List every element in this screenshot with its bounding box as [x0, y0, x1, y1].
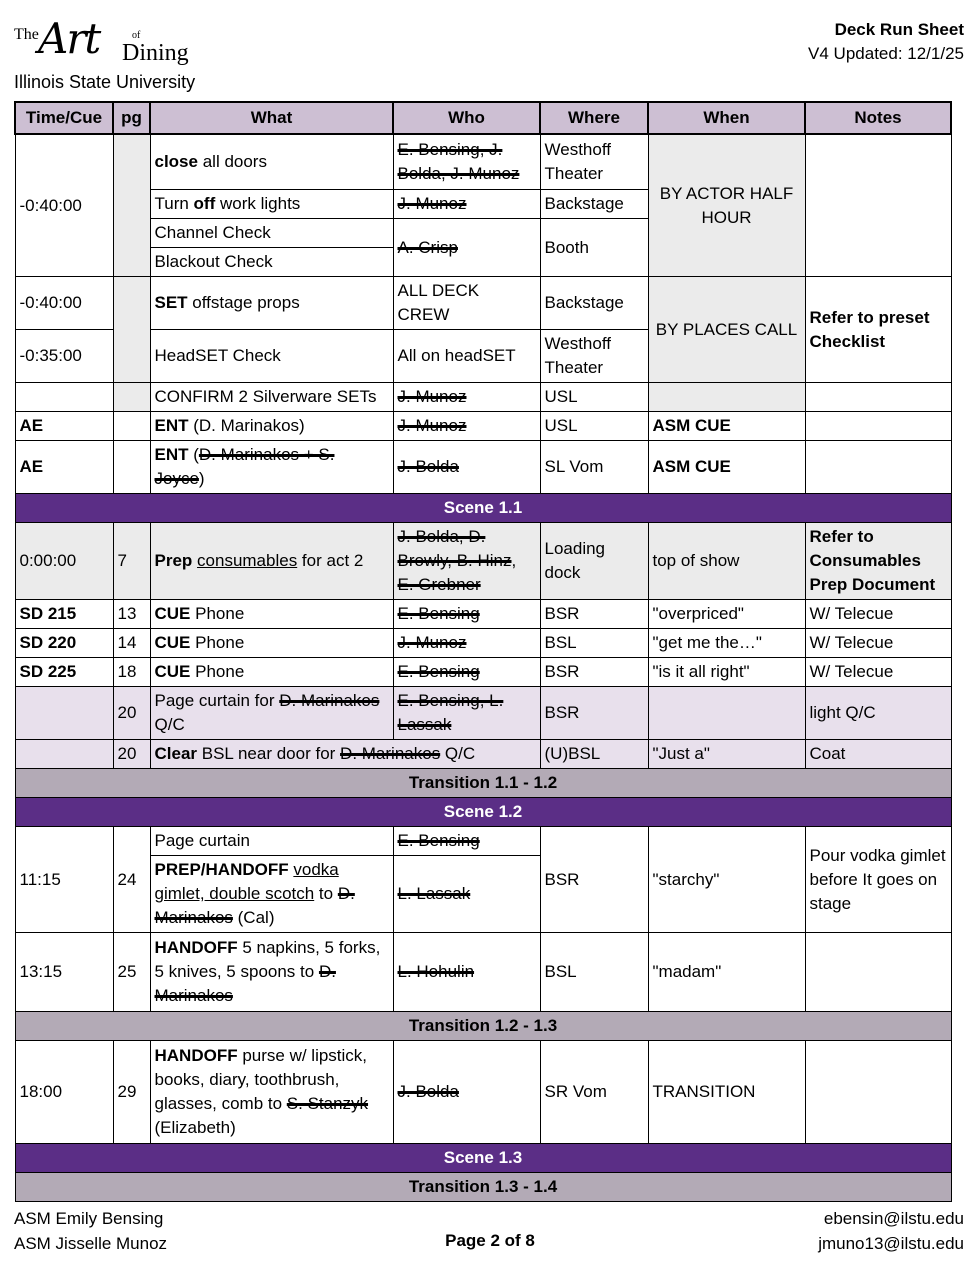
time-cell: 18:00 [15, 1041, 113, 1144]
what-cell [150, 658, 393, 687]
what-text: work lights [215, 194, 301, 213]
what-bold: SET [154, 293, 188, 312]
email-1[interactable]: ebensin@ilstu.edu [823, 1209, 964, 1228]
table-row [15, 600, 951, 629]
table-row [15, 277, 951, 330]
table-row [15, 827, 951, 856]
who-cell: L. Lassak [393, 856, 540, 933]
pg-cell: 14 [113, 629, 150, 658]
what-cell: HeadSET Check [150, 330, 393, 383]
col-header-where: Where [540, 102, 648, 134]
what-text: (Elizabeth) [154, 1118, 236, 1137]
what-cell [150, 277, 393, 330]
time-cell: -0:40:00 [15, 134, 113, 277]
pg-cell [113, 277, 150, 383]
where-cell: Loading dock [540, 523, 648, 600]
table-row [15, 658, 951, 687]
page-number: Page 2 of 8 [445, 1231, 535, 1250]
who-cell: E. Bensing [393, 658, 540, 687]
what-text: all doors [197, 152, 267, 171]
when-cell: "is it all right" [648, 658, 805, 687]
what-text: (D. Marinakos) [188, 416, 305, 435]
what-struck: S. Stanzyk [286, 1094, 369, 1113]
col-header-when: When [648, 102, 805, 134]
pg-cell: 29 [113, 1041, 150, 1144]
where-cell: SR Vom [540, 1041, 648, 1144]
when-cell: "Just a" [648, 740, 805, 769]
scene-label: Scene 1.3 [15, 1144, 951, 1173]
what-bold: HANDOFF [154, 938, 238, 957]
pg-cell: 20 [113, 740, 150, 769]
who-cell: All on headSET [393, 330, 540, 383]
when-cell: "overpriced" [648, 600, 805, 629]
what-bold: Clear [154, 744, 198, 763]
scene-label: Scene 1.1 [15, 494, 951, 523]
notes-cell: W/ Telecue [805, 629, 951, 658]
notes-cell [805, 1041, 951, 1144]
scene-row [15, 798, 951, 827]
col-header-pg: pg [113, 102, 150, 134]
what-underlined: consumables [197, 551, 298, 570]
when-cell [648, 687, 805, 740]
col-header-what: What [150, 102, 393, 134]
where-cell: BSL [540, 933, 648, 1012]
who-cell: L. Hohulin [393, 933, 540, 1012]
notes-cell: Refer to Consumables Prep Document [805, 523, 951, 600]
who-cell: A. Crisp [393, 219, 540, 277]
document-title: Deck Run Sheet [834, 20, 964, 39]
what-bold: PREP/HANDOFF [154, 860, 289, 879]
what-text: ) [198, 469, 205, 488]
what-text: to [314, 884, 338, 903]
where-cell: BSL [540, 629, 648, 658]
who-cell: J. Bolda [393, 441, 540, 494]
what-text: Phone [190, 662, 245, 681]
time-cell: 11:15 [15, 827, 113, 933]
time-cell: SD 225 [15, 658, 113, 687]
notes-cell [805, 134, 951, 277]
time-cell: -0:40:00 [15, 277, 113, 330]
what-bold: CUE [154, 604, 191, 623]
what-cell [150, 412, 393, 441]
where-cell: Backstage [540, 277, 648, 330]
notes-cell [805, 933, 951, 1012]
table-row [15, 687, 951, 740]
what-text: 5 napkins, 5 forks, 5 knives, 5 spoons to [154, 938, 381, 981]
who-cell: E. Bensing [393, 827, 540, 856]
who-cell: E. Bensing, L. Lassak [393, 687, 540, 740]
notes-cell: W/ Telecue [805, 600, 951, 629]
what-bold: HANDOFF [154, 1046, 238, 1065]
where-cell: (U)BSL [540, 740, 648, 769]
where-cell: Westhoff Theater [540, 134, 648, 190]
what-cell [150, 523, 393, 600]
where-cell: BSR [540, 600, 648, 629]
table-row [15, 383, 951, 412]
scene-row [15, 494, 951, 523]
where-cell: BSR [540, 827, 648, 933]
when-cell: BY ACTOR HALF HOUR [648, 134, 805, 277]
pg-cell: 24 [113, 827, 150, 933]
what-underlined: vodka gimlet, double scotch [154, 860, 339, 903]
who-cell: J. Munoz [393, 190, 540, 219]
pg-cell [113, 383, 150, 412]
notes-cell: Refer to preset Checklist [805, 277, 951, 383]
time-cell [15, 383, 113, 412]
what-cell [150, 1041, 393, 1144]
who-cell: E. Bensing [393, 600, 540, 629]
where-cell: BSR [540, 658, 648, 687]
who-cell [393, 523, 540, 600]
footer-right [818, 1206, 964, 1256]
table-row [15, 134, 951, 190]
what-cell [150, 856, 393, 933]
run-sheet-table [14, 101, 952, 1202]
who-cell: J. Bolda [393, 1041, 540, 1144]
col-header-who: Who [393, 102, 540, 134]
notes-cell [805, 383, 951, 412]
scene-label: Scene 1.2 [15, 798, 951, 827]
scene-row [15, 1144, 951, 1173]
what-bold: off [193, 194, 216, 213]
time-cell: SD 215 [15, 600, 113, 629]
pg-cell: 25 [113, 933, 150, 1012]
what-struck: D. Marinakos + S. Joyce [154, 445, 335, 488]
document-header [808, 20, 964, 64]
what-cell [150, 441, 393, 494]
notes-cell [805, 441, 951, 494]
what-cell: Page curtain [150, 827, 393, 856]
where-cell: SL Vom [540, 441, 648, 494]
what-bold: CUE [154, 633, 191, 652]
transition-label: Transition 1.1 - 1.2 [15, 769, 951, 798]
what-text: Phone [190, 633, 245, 652]
notes-cell: Coat [805, 740, 951, 769]
notes-cell [805, 412, 951, 441]
asm-name-1: ASM Emily Bensing [14, 1209, 164, 1228]
table-row [15, 629, 951, 658]
col-header-notes: Notes [805, 102, 951, 134]
what-text: Phone [190, 604, 245, 623]
pg-cell: 7 [113, 523, 150, 600]
asm-name-2: ASM Jisselle Munoz [14, 1234, 168, 1253]
logo-the: The [14, 26, 39, 43]
what-bold: close [154, 152, 198, 171]
who-cell: J. Munoz [393, 412, 540, 441]
time-cell: 13:15 [15, 933, 113, 1012]
when-cell: TRANSITION [648, 1041, 805, 1144]
what-bold: ENT [154, 445, 189, 464]
transition-row [15, 1173, 951, 1202]
pg-cell: 13 [113, 600, 150, 629]
what-bold: Prep [154, 551, 193, 570]
table-row [15, 412, 951, 441]
notes-cell: Pour vodka gimlet before It goes on stage [805, 827, 951, 933]
where-cell: BSR [540, 687, 648, 740]
who-struck: E. Grebner [397, 575, 481, 594]
time-cell [15, 687, 113, 740]
time-cell: 0:00:00 [15, 523, 113, 600]
table-header-row [15, 102, 951, 134]
what-cell [150, 600, 393, 629]
what-text: Q/C [154, 715, 185, 734]
what-struck: D. Marinakos [340, 744, 441, 763]
table-row [15, 523, 951, 600]
who-struck: J. Bolda, D. Browly, B. Hinz [397, 527, 512, 570]
what-text: Page curtain for [154, 691, 280, 710]
what-cell: Blackout Check [150, 248, 393, 277]
what-bold: ENT [154, 416, 189, 435]
where-cell: Westhoff Theater [540, 330, 648, 383]
what-cell [150, 687, 393, 740]
what-text: (Cal) [232, 908, 275, 927]
what-cell: Channel Check [150, 219, 393, 248]
when-cell: "madam" [648, 933, 805, 1012]
transition-label: Transition 1.2 - 1.3 [15, 1012, 951, 1041]
logo-of: of [132, 30, 141, 41]
what-text: BSL near door for [197, 744, 341, 763]
when-cell: ASM CUE [648, 412, 805, 441]
logo-dining: Dining [122, 40, 189, 66]
logo [14, 14, 204, 72]
what-bold: CUE [154, 662, 191, 681]
what-cell [150, 629, 393, 658]
notes-cell: light Q/C [805, 687, 951, 740]
when-cell [648, 383, 805, 412]
col-header-time: Time/Cue [15, 102, 113, 134]
table-row [15, 1041, 951, 1144]
what-cell: CONFIRM 2 Silverware SETs [150, 383, 393, 412]
what-struck: D. Marinakos [154, 962, 336, 1005]
logo-art: Art [38, 14, 100, 63]
who-text: , [511, 551, 517, 570]
what-cell [150, 190, 393, 219]
who-cell: ALL DECK CREW [393, 277, 540, 330]
where-cell: USL [540, 412, 648, 441]
pg-cell: 18 [113, 658, 150, 687]
who-cell: E. Bensing, J. Bolda, J. Munoz [393, 134, 540, 190]
time-cell: AE [15, 441, 113, 494]
when-cell: "get me the…" [648, 629, 805, 658]
when-cell: top of show [648, 523, 805, 600]
transition-row [15, 1012, 951, 1041]
where-cell: Backstage [540, 190, 648, 219]
what-text: for act 2 [297, 551, 364, 570]
who-cell: J. Munoz [393, 383, 540, 412]
table-row [15, 441, 951, 494]
pg-cell [113, 441, 150, 494]
email-2[interactable]: jmuno13@ilstu.edu [818, 1234, 964, 1253]
where-cell: USL [540, 383, 648, 412]
what-struck: D. Marinakos [154, 884, 355, 927]
table-row [15, 933, 951, 1012]
when-cell: BY PLACES CALL [648, 277, 805, 383]
where-cell: Booth [540, 219, 648, 277]
time-cell [15, 740, 113, 769]
what-text: ( [188, 445, 199, 464]
when-cell: "starchy" [648, 827, 805, 933]
what-cell [150, 933, 393, 1012]
what-struck: D. Marinakos [279, 691, 380, 710]
table-row [15, 740, 951, 769]
what-text: Q/C [440, 744, 476, 763]
time-cell: AE [15, 412, 113, 441]
organization: Illinois State University [14, 72, 196, 92]
what-cell [150, 740, 540, 769]
when-cell: ASM CUE [648, 441, 805, 494]
pg-cell [113, 134, 150, 277]
transition-row [15, 769, 951, 798]
pg-cell: 20 [113, 687, 150, 740]
what-text: purse w/ lipstick, books, diary, toothbrush, glasses, comb to [154, 1046, 368, 1113]
what-text: Turn [154, 194, 194, 213]
transition-label: Transition 1.3 - 1.4 [15, 1173, 951, 1202]
notes-cell: W/ Telecue [805, 658, 951, 687]
version-label: V4 Updated: 12/1/25 [808, 44, 964, 63]
what-cell [150, 134, 393, 190]
time-cell: -0:35:00 [15, 330, 113, 383]
who-cell: J. Munoz [393, 629, 540, 658]
what-text: offstage props [187, 293, 300, 312]
pg-cell [113, 412, 150, 441]
time-cell: SD 220 [15, 629, 113, 658]
